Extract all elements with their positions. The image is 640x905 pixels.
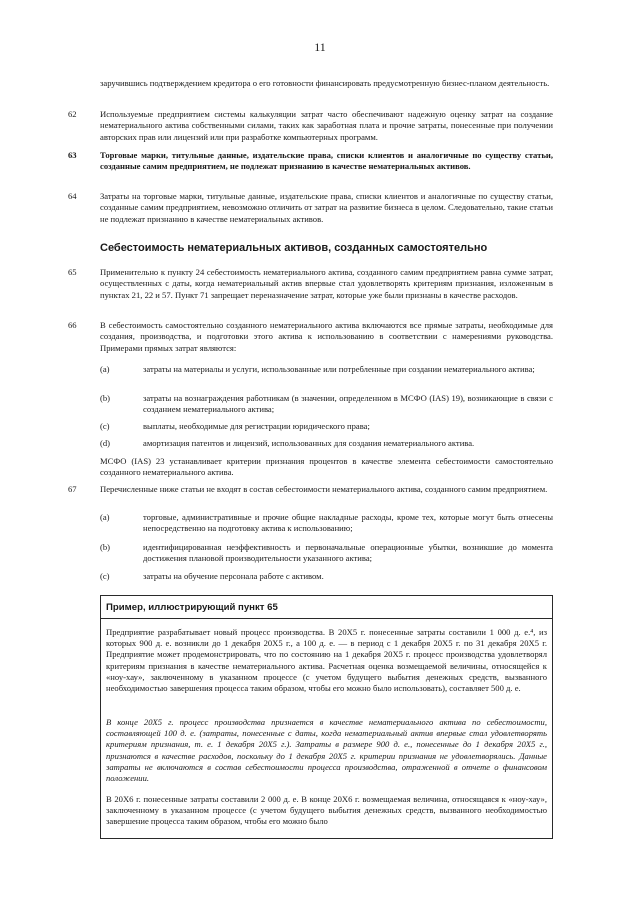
paragraph-number: 63	[68, 150, 77, 160]
list-label: (b)	[100, 393, 111, 403]
paragraph-64: Затраты на торговые марки, титульные данные, издательские права, списки клиентов и аналогичные по существу статьи, созданные самим предприятием, невозможно отличить от затрат на развитие бизнеса в целом. Следовательно, такие статьи не подлежат признанию в качестве нематериальных активов.	[100, 191, 553, 224]
list-item: затраты на обучение персонала работе с активом.	[143, 571, 324, 581]
paragraph-63: Торговые марки, титульные данные, издательские права, списки клиентов и аналогичные по существу статьи, созданные самим предприятием, не подлежат признанию в качестве нематериальных активов.	[100, 150, 553, 172]
paragraph-number: 67	[68, 484, 77, 494]
list-label: (c)	[100, 421, 110, 431]
page-number: 11	[314, 40, 326, 54]
list-item: идентифицированная неэффективность и первоначальные операционные убытки, возникшие до момента достижения плановой производительности указанного актива;	[143, 542, 553, 564]
paragraph-continuation: заручившись подтверждением кредитора о его готовности финансировать предусмотренную бизнес-планом деятельность.	[100, 78, 550, 88]
paragraph-number: 64	[68, 191, 77, 201]
list-item: затраты на материалы и услуги, использованные или потребленные при создании нематериального актива;	[143, 364, 535, 374]
list-item: затраты на вознаграждения работникам (в значении, определенном в МСФО (IAS) 19), возникающие в связи с созданием нематериального актива;	[143, 393, 553, 415]
list-item: выплаты, необходимые для регистрации юридического права;	[143, 421, 370, 431]
list-label: (c)	[100, 571, 110, 581]
paragraph-62: Используемые предприятием системы калькуляции затрат часто обеспечивают надежную оценку затрат на создание нематериального актива собственными силами, таких как заработная плата и прочие затраты, понесенные при получении авторских прав или лицензий или при разработке компьютерных программ.	[100, 109, 553, 142]
paragraph-67: Перечисленные ниже статьи не входят в состав себестоимости нематериального актива, созданного самим предприятием.	[100, 484, 548, 494]
paragraph-65: Применительно к пункту 24 себестоимость нематериального актива, созданного самим предприятием равна сумме затрат, осуществленных с даты, когда нематериальный актив впервые стал удовлетворять критериям признания, изложенным в пунктах 21, 22 и 57. Пункт 71 запрещает переназначение затрат, которые уже были признаны в качестве расходов.	[100, 267, 553, 300]
example-paragraph: Предприятие разрабатывает новый процесс производства. В 20X5 г. понесенные затраты составили 1 000 д. е.⁴, из которых 900 д. е. возникли до 1 декабря 20X5 г., а 100 д. е. — в период с 1 декабря 20X5 г. по 31 декабря 20X5 г. Предприятие может продемонстрировать, что по состоянию на 1 декабря 20X5 г. процесс производства удовлетворял критериям признания в качестве нематериального актива. Расчетная оценка возмещаемой величины, относящейся к «ноу-хау», заключенному в указанном процессе (с учетом будущего выбытия денежных средств, вызванного необходимостью завершения процесса таким образом, чтобы его можно было использовать), составляет 500 д. е.	[106, 627, 547, 694]
section-heading: Себестоимость нематериальных активов, созданных самостоятельно	[100, 242, 488, 254]
list-label: (b)	[100, 542, 111, 552]
paragraph-66: В себестоимость самостоятельно созданного нематериального актива включаются все прямые затраты, необходимые для создания, производства, и подготовки этого актива к использованию в соответствии с намерениями руководства. Примерами прямых затрат являются:	[100, 320, 553, 353]
example-box	[100, 595, 553, 839]
list-label: (a)	[100, 512, 110, 522]
paragraph-number: 66	[68, 320, 77, 330]
list-label: (a)	[100, 364, 110, 374]
paragraph-66-note: МСФО (IAS) 23 устанавливает критерии признания процентов в качестве элемента себестоимости самостоятельно созданного нематериального актива.	[100, 456, 553, 478]
example-paragraph: В 20X6 г. понесенные затраты составили 2 000 д. е. В конце 20X6 г. возмещаемая величина, относящаяся к «ноу-хау», заключенному в указанном процессе (с учетом будущего выбытия денежных средств, вызванного необходимостью завершение процесса таким образом, чтобы его можно было	[106, 794, 547, 827]
list-item: амортизация патентов и лицензий, использованных для создания нематериального актива.	[143, 438, 475, 448]
list-item: торговые, административные и прочие общие накладные расходы, кроме тех, которые могут быть отнесены непосредственно на подготовку актива к использованию;	[143, 512, 553, 534]
paragraph-number: 62	[68, 109, 77, 119]
paragraph-number: 65	[68, 267, 77, 277]
example-paragraph-italic: В конце 20X5 г. процесс производства признается в качестве нематериального актива по себестоимости, составляющей 100 д. е. (затраты, понесенные с даты, когда нематериальный актив впервые стал удовлетворять критериям признания, т. е. 1 декабря 20X5 г.). Затраты в размере 900 д. е., понесенные до 1 декабря 20X5 г., признаются в качестве расходов, поскольку до 1 декабря 20X5 г. критерии признания не удовлетворялись. Данные затраты не включаются в состав себестоимости процесса производства, отраженной в отчете о финансовом положении.	[106, 717, 547, 784]
example-title: Пример, иллюстрирующий пункт 65	[101, 596, 552, 619]
list-label: (d)	[100, 438, 111, 448]
